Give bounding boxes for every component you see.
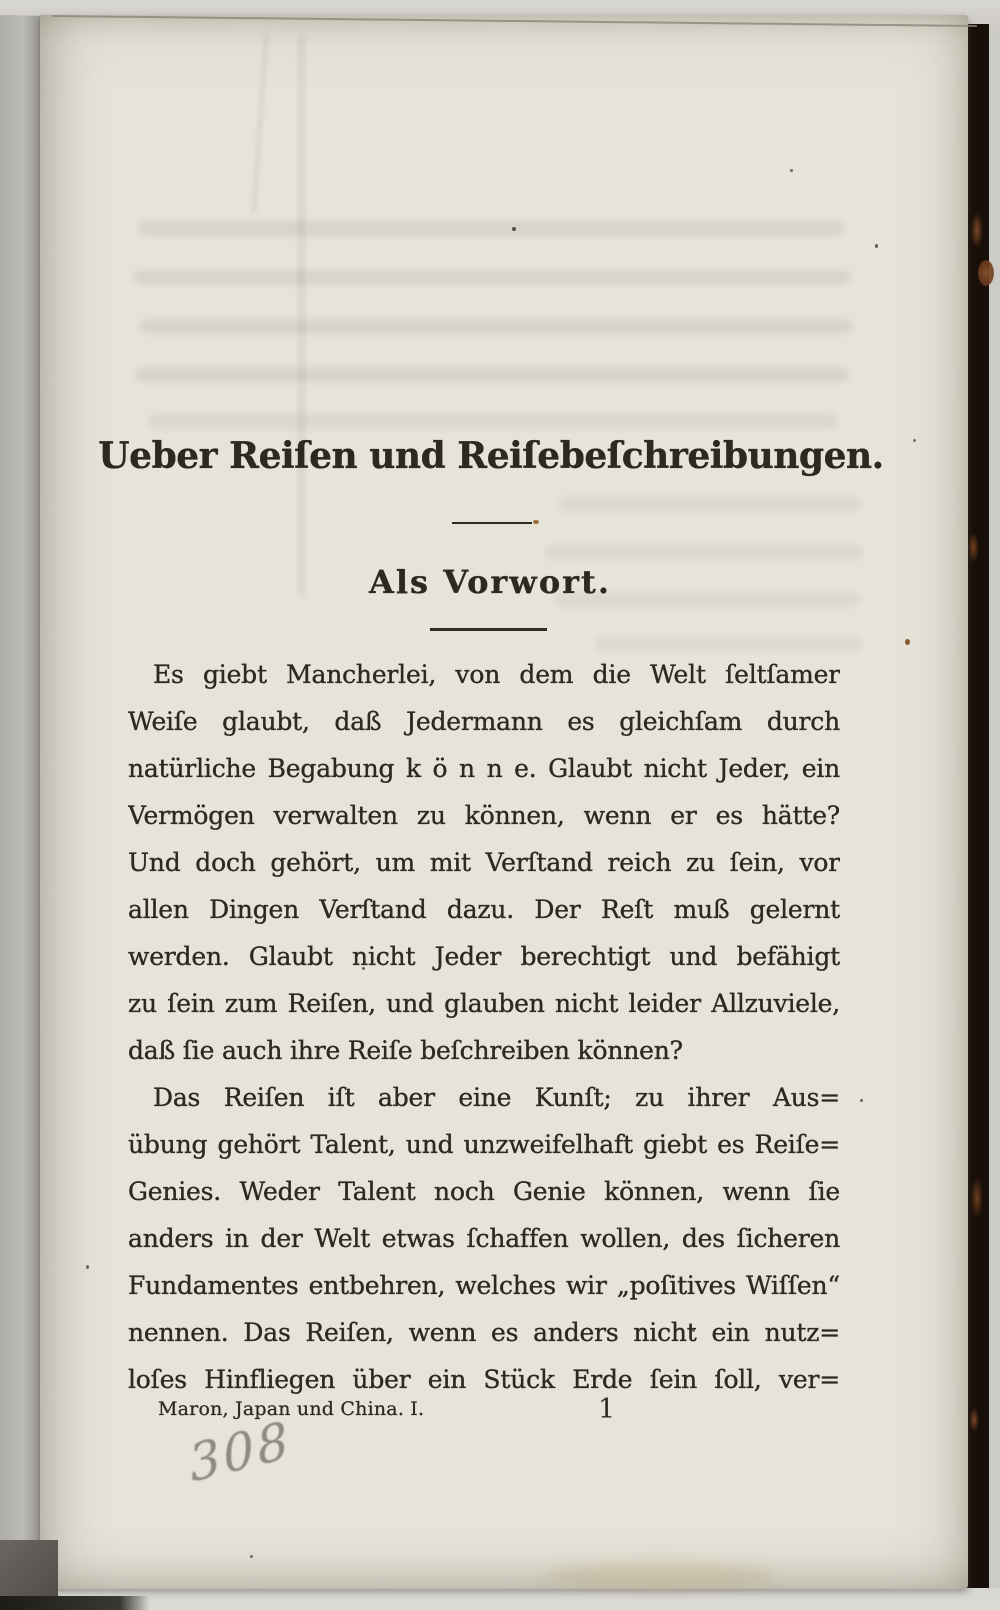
paper-speck — [533, 520, 539, 524]
text-line: allen Dingen Verſtand dazu. Der Reſt muß gelernt — [128, 895, 840, 924]
ghost-text-line — [545, 545, 863, 560]
heading-divider-rule — [430, 628, 547, 631]
paper-speck — [512, 227, 516, 231]
page-number: 1 — [598, 1394, 616, 1425]
text-line: Vermögen verwalten zu können, wenn er es hätte? — [128, 801, 840, 830]
paper-speck — [86, 1265, 89, 1269]
paper-speck — [875, 244, 878, 248]
page-stack-edge — [0, 0, 42, 1610]
paper-crease — [298, 35, 305, 595]
text-line: loſes Hinfliegen über ein Stück Erde ſein ſoll, ver= — [128, 1365, 840, 1394]
ghost-text-line — [560, 497, 860, 512]
text-line: übung gehört Talent, und unzweifelhaft giebt es Reiſe= — [128, 1130, 840, 1159]
text-line: anders in der Welt etwas ſchaffen wollen, des ſicheren — [128, 1224, 840, 1253]
paper-stain — [545, 1563, 775, 1589]
footer — [40, 1394, 968, 1428]
paper-speck — [790, 169, 793, 172]
ghost-text-line — [148, 414, 838, 429]
book-page — [40, 15, 968, 1589]
ghost-text-line — [138, 221, 844, 236]
text-line: daß ſie auch ihre Reiſe beſchreiben können? — [128, 1036, 683, 1065]
text-line: Fundamentes entbehren, welches wir „poſitives Wiſſen“ — [128, 1271, 840, 1300]
body-text — [128, 651, 840, 1403]
text-line: Es giebt Mancherlei, von dem die Welt ſeltſamer — [153, 660, 840, 689]
paper-speck — [905, 639, 910, 645]
paragraph-1 — [128, 651, 840, 1074]
ghost-text-line — [140, 319, 852, 334]
ghost-text-line — [135, 367, 849, 382]
text-line: werden. Glaubt nicht Jeder berechtigt und befähigt — [128, 942, 840, 971]
ghost-text-line — [134, 270, 850, 285]
paper-crease — [252, 33, 269, 213]
text-line: nennen. Das Reiſen, wenn es anders nicht ein nutz= — [128, 1318, 840, 1347]
backdrop-corner-dark-sliver — [0, 1596, 150, 1610]
page-title: Ueber Reiſen und Reiſebeſchreibungen. — [98, 435, 884, 477]
handwritten-pencil-number: 308 — [185, 1410, 295, 1494]
text-line: Das Reiſen iſt aber eine Kunſt; zu ihrer Aus= — [153, 1083, 840, 1112]
backdrop-bottom-strip — [0, 1588, 1000, 1610]
paper-speck — [860, 1099, 863, 1102]
title-divider-rule — [452, 522, 532, 524]
section-heading: Als Vorwort. — [369, 563, 611, 601]
footer-signature: Maron, Japan und China. I. — [158, 1398, 425, 1420]
text-line: Und doch gehört, um mit Verſtand reich zu ſein, vor — [128, 848, 840, 877]
paragraph-2 — [128, 1074, 840, 1403]
text-line: zu ſein zum Reiſen, und glauben nicht leider Allzuviele, — [128, 989, 840, 1018]
text-line: natürliche Begabung k ö n n e. Glaubt nicht Jeder, ein — [128, 754, 840, 783]
text-line: Genies. Weder Talent noch Genie können, wenn ſie — [128, 1177, 840, 1206]
ghost-text-line — [595, 637, 863, 652]
cover-clasp-mark — [978, 260, 994, 286]
text-line: Weiſe glaubt, daß Jedermann es gleichſam durch — [128, 707, 840, 736]
paper-speck — [250, 1555, 253, 1558]
